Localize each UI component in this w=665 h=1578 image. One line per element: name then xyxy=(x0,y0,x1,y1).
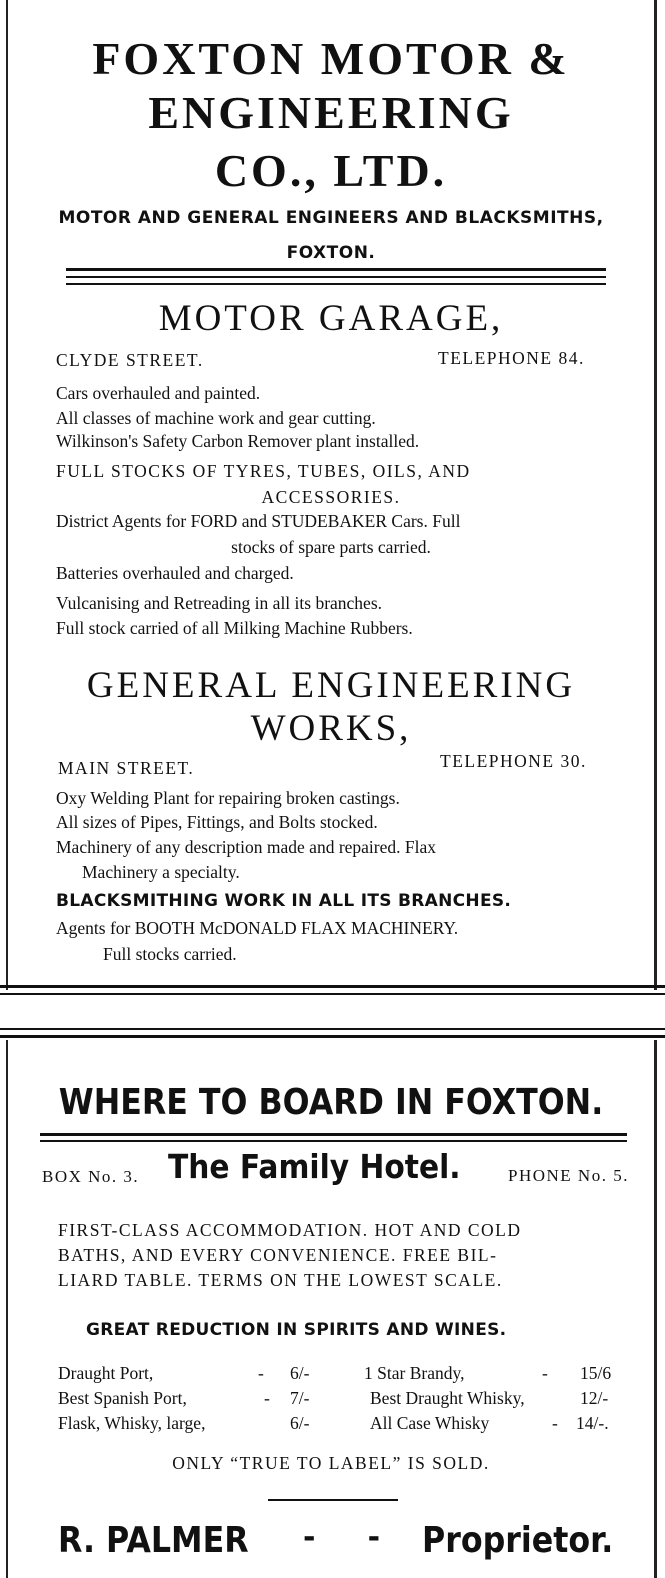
short-rule xyxy=(268,1499,398,1501)
price-value: 7/- xyxy=(290,1388,310,1408)
price-value: 6/- xyxy=(290,1363,310,1383)
company-subtitle-line-1: MOTOR AND GENERAL ENGINEERS AND BLACKSMITHS, xyxy=(58,208,604,228)
garage-line: Batteries overhauled and charged. xyxy=(56,563,294,583)
garage-line: District Agents for FORD and STUDEBAKER Cars. Full xyxy=(56,511,461,531)
price-value: 12/- xyxy=(580,1388,609,1408)
price-item: Best Spanish Port, xyxy=(58,1388,187,1408)
works-line: Oxy Welding Plant for repairing broken castings. xyxy=(56,788,400,808)
true-to-label-line: ONLY “TRUE TO LABEL” IS SOLD. xyxy=(172,1453,490,1473)
company-subtitle-line-2: FOXTON. xyxy=(286,243,376,263)
engineering-works-heading-1: GENERAL ENGINEERING xyxy=(86,665,576,706)
hotel-phone: PHONE No. 5. xyxy=(508,1166,629,1185)
garage-street: CLYDE STREET. xyxy=(56,350,204,370)
price-item: Best Draught Whisky, xyxy=(370,1388,525,1408)
hotel-description-line: LIARD TABLE. TERMS ON THE LOWEST SCALE. xyxy=(58,1270,503,1290)
motor-garage-heading: MOTOR GARAGE, xyxy=(158,298,504,339)
foxton-motor-advert xyxy=(6,0,657,990)
hotel-description-line: FIRST-CLASS ACCOMMODATION. HOT AND COLD xyxy=(58,1220,522,1240)
price-item: Draught Port, xyxy=(58,1363,154,1383)
price-item: 1 Star Brandy, xyxy=(364,1363,465,1383)
engineering-works-heading-2: WORKS, xyxy=(250,708,412,749)
board-rule-top xyxy=(40,1133,627,1136)
garage-line: Vulcanising and Retreading in all its branches. xyxy=(56,593,383,613)
price-dash: - xyxy=(264,1388,270,1408)
garage-line: Cars overhauled and painted. xyxy=(56,383,261,403)
hotel-name: The Family Hotel. xyxy=(168,1147,461,1186)
proprietor-role: Proprietor. xyxy=(422,1520,614,1561)
proprietor-dashes: - - xyxy=(303,1520,381,1555)
hotel-description-line: BATHS, AND EVERY CONVENIENCE. FREE BIL- xyxy=(58,1245,498,1265)
price-value: 6/- xyxy=(290,1413,310,1433)
box-number: BOX No. 3. xyxy=(42,1167,140,1186)
price-dash: - xyxy=(542,1363,548,1383)
reduction-line: GREAT REDUCTION IN SPIRITS AND WINES. xyxy=(86,1320,507,1340)
works-line: Machinery a specialty. xyxy=(82,862,240,882)
garage-telephone: TELEPHONE 84. xyxy=(438,348,585,368)
double-rule-top xyxy=(66,268,606,271)
board-rule-bottom xyxy=(40,1140,627,1142)
company-title-line-1: FOXTON MOTOR & xyxy=(92,33,570,84)
garage-line: stocks of spare parts carried. xyxy=(231,537,431,557)
blacksmithing-line: BLACKSMITHING WORK IN ALL ITS BRANCHES. xyxy=(56,891,512,911)
price-value: 15/6 xyxy=(580,1363,612,1383)
garage-line: Full stock carried of all Milking Machine Rubbers. xyxy=(56,618,413,638)
agents-line: Agents for BOOTH McDONALD FLAX MACHINERY. xyxy=(56,918,459,938)
works-telephone: TELEPHONE 30. xyxy=(440,751,587,771)
price-dash: - xyxy=(552,1413,558,1433)
works-line: All sizes of Pipes, Fittings, and Bolts stocked. xyxy=(56,812,378,832)
price-item: All Case Whisky xyxy=(370,1413,490,1433)
advert-2-top-rule-second xyxy=(0,1035,665,1038)
garage-line: All classes of machine work and gear cutting. xyxy=(56,408,376,428)
agents-line: Full stocks carried. xyxy=(103,944,237,964)
garage-line: ACCESSORIES. xyxy=(261,487,401,507)
company-title-line-2: ENGINEERING xyxy=(148,87,514,138)
double-rule-bottom xyxy=(66,276,606,278)
garage-line: Wilkinson's Safety Carbon Remover plant installed. xyxy=(56,431,420,451)
price-item: Flask, Whisky, large, xyxy=(58,1413,206,1433)
advert-divider-bottom xyxy=(0,993,665,995)
advert-divider-top xyxy=(0,985,665,988)
garage-line: FULL STOCKS OF TYRES, TUBES, OILS, AND xyxy=(56,461,471,481)
works-line: Machinery of any description made and repaired. Flax xyxy=(56,837,437,857)
family-hotel-advert xyxy=(6,1040,657,1578)
double-rule-third xyxy=(66,283,606,285)
proprietor-name: R. PALMER xyxy=(58,1520,249,1561)
board-heading: WHERE TO BOARD IN FOXTON. xyxy=(58,1082,604,1123)
price-value: 14/-. xyxy=(576,1413,609,1433)
company-title-line-3: CO., LTD. xyxy=(214,145,448,196)
works-street: MAIN STREET. xyxy=(58,758,195,778)
price-dash: - xyxy=(258,1363,264,1383)
advert-2-top-rule xyxy=(0,1028,665,1030)
